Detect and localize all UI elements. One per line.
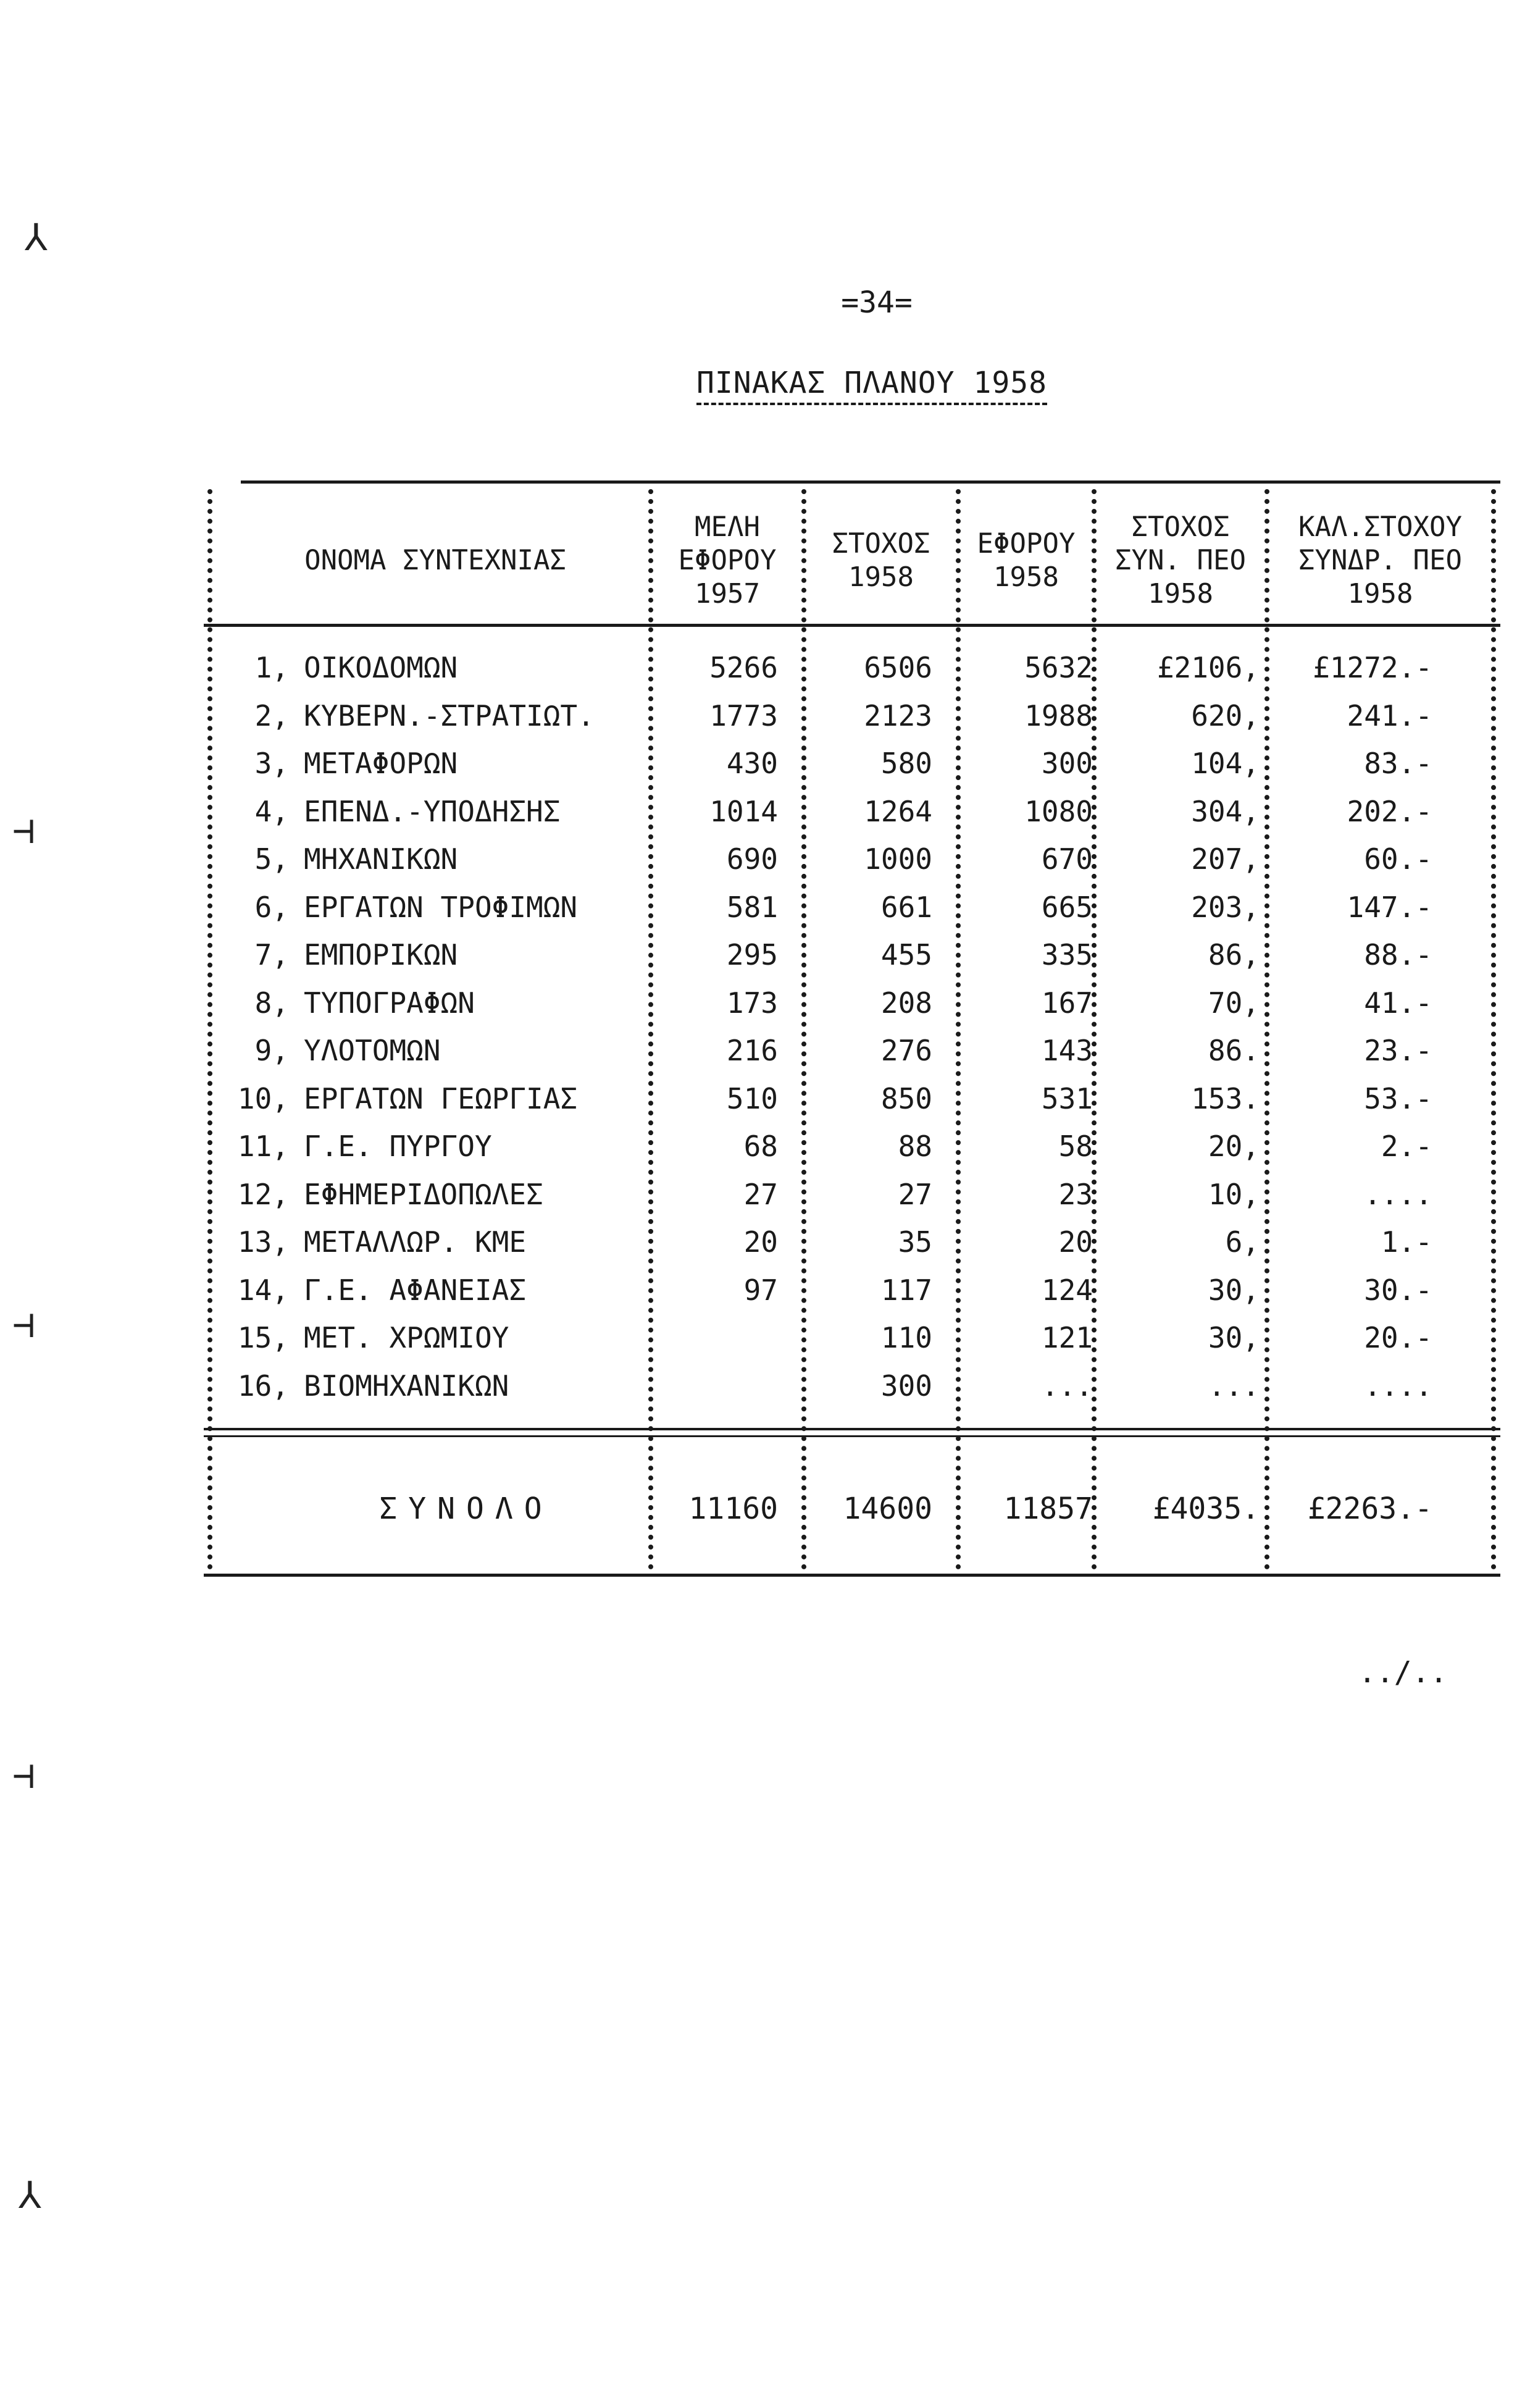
row-number: 8, bbox=[254, 986, 289, 1020]
fund-target: 304, bbox=[1191, 794, 1260, 828]
target-1958: 661 bbox=[880, 890, 932, 924]
union-name: ΕΦΗΜΕΡΙΔΟΠΩΛΕΣ bbox=[304, 1177, 543, 1211]
target-1958: 1264 bbox=[864, 794, 932, 828]
fund-target: 620, bbox=[1191, 698, 1260, 732]
union-name: ΕΠΕΝΔ.-ΥΠΟΔΗΣΗΣ bbox=[304, 794, 561, 828]
union-name: ΟΙΚΟΔΟΜΩΝ bbox=[304, 651, 458, 684]
dues-1958: 124 bbox=[1041, 1273, 1093, 1307]
plan-table bbox=[204, 480, 1500, 1577]
fund-target: 207, bbox=[1191, 842, 1260, 876]
contrib-target: 53.- bbox=[1364, 1081, 1432, 1115]
fund-target: 6, bbox=[1225, 1225, 1260, 1259]
target-1958: 2123 bbox=[864, 698, 932, 732]
contrib-target: 2.- bbox=[1381, 1130, 1432, 1163]
table-row bbox=[204, 1266, 1500, 1314]
row-number: 9, bbox=[254, 1034, 289, 1067]
contrib-target: .... bbox=[1364, 1369, 1432, 1403]
fund-target: 153. bbox=[1191, 1081, 1260, 1115]
table-row bbox=[204, 739, 1500, 787]
members-1957: 690 bbox=[726, 842, 778, 876]
target-1958: 88 bbox=[898, 1130, 932, 1163]
union-name: ΚΥΒΕΡΝ.-ΣΤΡΑΤΙΩΤ. bbox=[304, 698, 595, 732]
dues-1958: 20 bbox=[1058, 1225, 1093, 1259]
binding-mark-icon: ⅄ bbox=[19, 2174, 41, 2217]
fund-target: 10, bbox=[1208, 1177, 1260, 1211]
contrib-target: 41.- bbox=[1364, 986, 1432, 1020]
contrib-target: 147.- bbox=[1347, 890, 1432, 924]
table-row bbox=[204, 835, 1500, 883]
contrib-target: 30.- bbox=[1364, 1273, 1432, 1307]
fund-target: 203, bbox=[1191, 890, 1260, 924]
union-name: ΜΗΧΑΝΙΚΩΝ bbox=[304, 842, 458, 876]
dues-1958: 143 bbox=[1041, 1034, 1093, 1067]
table-row bbox=[204, 1075, 1500, 1123]
header-bottom-rule bbox=[204, 624, 1500, 627]
union-name: ΜΕΤ. ΧΡΩΜΙΟΥ bbox=[304, 1321, 509, 1354]
table-row bbox=[204, 1218, 1500, 1266]
total-top-rule bbox=[204, 1428, 1500, 1430]
row-number: 7, bbox=[254, 938, 289, 971]
union-name: ΤΥΠΟΓΡΑΦΩΝ bbox=[304, 986, 475, 1020]
target-1958: 27 bbox=[898, 1177, 932, 1211]
row-number: 16, bbox=[237, 1369, 289, 1403]
header-contrib-target: ΚΑΛ.ΣΤΟΧΟΥ ΣΥΝΔΡ. ΠΕΟ 1958 bbox=[1298, 511, 1462, 610]
fund-target: £2106, bbox=[1156, 651, 1260, 684]
row-number: 4, bbox=[254, 794, 289, 828]
row-number: 13, bbox=[237, 1225, 289, 1259]
total-dues: 11857 bbox=[1003, 1491, 1093, 1526]
header-target: ΣΤΟΧΟΣ 1958 bbox=[832, 528, 930, 593]
row-number: 5, bbox=[254, 842, 289, 876]
members-1957: 1773 bbox=[709, 698, 778, 732]
binding-mark-icon: ⅄ bbox=[25, 216, 48, 259]
fund-target: 30, bbox=[1208, 1273, 1260, 1307]
table-bottom-rule bbox=[204, 1574, 1500, 1577]
contrib-target: 60.- bbox=[1364, 842, 1432, 876]
dues-1958: 300 bbox=[1041, 747, 1093, 780]
members-1957: 173 bbox=[726, 986, 778, 1020]
continuation-mark: ../.. bbox=[1358, 1655, 1448, 1690]
row-number: 10, bbox=[237, 1081, 289, 1115]
dues-1958: 670 bbox=[1041, 842, 1093, 876]
header-fund-target: ΣΤΟΧΟΣ ΣΥΝ. ΠΕΟ 1958 bbox=[1115, 511, 1246, 610]
target-1958: 117 bbox=[880, 1273, 932, 1307]
contrib-target: 241.- bbox=[1347, 698, 1432, 732]
members-1957: 27 bbox=[743, 1177, 778, 1211]
page-number: =34= bbox=[841, 285, 913, 320]
members-1957: 1014 bbox=[709, 794, 778, 828]
binding-mark-icon: ⊣ bbox=[12, 1303, 35, 1346]
table-row bbox=[204, 931, 1500, 979]
dues-1958: 23 bbox=[1058, 1177, 1093, 1211]
dues-1958: 1988 bbox=[1024, 698, 1093, 732]
fund-target: ... bbox=[1208, 1369, 1260, 1403]
union-name: Γ.Ε. ΠΥΡΓΟΥ bbox=[304, 1130, 492, 1163]
fund-target: 20, bbox=[1208, 1130, 1260, 1163]
union-name: ΜΕΤΑΦΟΡΩΝ bbox=[304, 747, 458, 780]
members-1957: 68 bbox=[743, 1130, 778, 1163]
fund-target: 70, bbox=[1208, 986, 1260, 1020]
dues-1958: 335 bbox=[1041, 938, 1093, 971]
fund-target: 104, bbox=[1191, 747, 1260, 780]
target-1958: 276 bbox=[880, 1034, 932, 1067]
target-1958: 110 bbox=[880, 1321, 932, 1354]
dues-1958: 531 bbox=[1041, 1081, 1093, 1115]
table-row bbox=[204, 883, 1500, 931]
target-1958: 580 bbox=[880, 747, 932, 780]
members-1957: 295 bbox=[726, 938, 778, 971]
row-number: 1, bbox=[254, 651, 289, 684]
union-name: Γ.Ε. ΑΦΑΝΕΙΑΣ bbox=[304, 1273, 527, 1307]
header-members: ΜΕΛΗ ΕΦΟΡΟΥ 1957 bbox=[678, 511, 777, 610]
table-top-rule bbox=[241, 480, 1500, 484]
members-1957 bbox=[667, 1314, 778, 1362]
fund-target: 86. bbox=[1208, 1034, 1260, 1067]
row-number: 15, bbox=[237, 1321, 289, 1354]
dues-1958: 1080 bbox=[1024, 794, 1093, 828]
table-row bbox=[204, 787, 1500, 836]
contrib-target: 20.- bbox=[1364, 1321, 1432, 1354]
target-1958: 850 bbox=[880, 1081, 932, 1115]
page-title: ΠΙΝΑΚΑΣ ΠΛΑΝΟΥ 1958 bbox=[696, 366, 1047, 405]
target-1958: 35 bbox=[898, 1225, 932, 1259]
binding-mark-icon: ⊣ bbox=[12, 809, 35, 852]
union-name: ΥΛΟΤΟΜΩΝ bbox=[304, 1034, 441, 1067]
union-name: ΜΕΤΑΛΛΩΡ. ΚΜΕ bbox=[304, 1225, 527, 1259]
table-row bbox=[204, 1314, 1500, 1362]
row-number: 2, bbox=[254, 698, 289, 732]
fund-target: 30, bbox=[1208, 1321, 1260, 1354]
row-number: 3, bbox=[254, 747, 289, 780]
members-1957: 5266 bbox=[709, 651, 778, 684]
contrib-target: 1.- bbox=[1381, 1225, 1432, 1259]
members-1957: 430 bbox=[726, 747, 778, 780]
total-row bbox=[204, 1481, 1500, 1537]
total-label: ΣΥΝΟΛΟ bbox=[379, 1491, 553, 1526]
table-row bbox=[204, 979, 1500, 1027]
dues-1958: ... bbox=[1041, 1369, 1093, 1403]
contrib-target: 83.- bbox=[1364, 747, 1432, 780]
table-row bbox=[204, 692, 1500, 740]
header-name: ΟΝΟΜΑ ΣΥΝΤΕΧΝΙΑΣ bbox=[304, 545, 566, 576]
contrib-target: 23.- bbox=[1364, 1034, 1432, 1067]
table-row bbox=[204, 1026, 1500, 1075]
total-target: 14600 bbox=[843, 1491, 932, 1526]
table-row bbox=[204, 1170, 1500, 1219]
members-1957 bbox=[667, 1362, 778, 1410]
contrib-target: £1272.- bbox=[1313, 651, 1432, 684]
members-1957: 581 bbox=[726, 890, 778, 924]
row-number: 12, bbox=[237, 1177, 289, 1211]
target-1958: 1000 bbox=[864, 842, 932, 876]
target-1958: 300 bbox=[880, 1369, 932, 1403]
members-1957: 20 bbox=[743, 1225, 778, 1259]
target-1958: 455 bbox=[880, 938, 932, 971]
contrib-target: 88.- bbox=[1364, 938, 1432, 971]
row-number: 11, bbox=[237, 1130, 289, 1163]
union-name: ΕΡΓΑΤΩΝ ΓΕΩΡΓΙΑΣ bbox=[304, 1081, 578, 1115]
dues-1958: 167 bbox=[1041, 986, 1093, 1020]
row-number: 14, bbox=[237, 1273, 289, 1307]
members-1957: 97 bbox=[743, 1273, 778, 1307]
dues-1958: 121 bbox=[1041, 1321, 1093, 1354]
dues-1958: 665 bbox=[1041, 890, 1093, 924]
union-name: ΕΡΓΑΤΩΝ ΤΡΟΦΙΜΩΝ bbox=[304, 890, 578, 924]
total-top-rule-double bbox=[204, 1435, 1500, 1437]
target-1958: 208 bbox=[880, 986, 932, 1020]
header-dues: ΕΦΟΡΟΥ 1958 bbox=[977, 528, 1076, 593]
table-row bbox=[204, 644, 1500, 692]
union-name: ΕΜΠΟΡΙΚΩΝ bbox=[304, 938, 458, 971]
dues-1958: 58 bbox=[1058, 1130, 1093, 1163]
target-1958: 6506 bbox=[864, 651, 932, 684]
members-1957: 510 bbox=[726, 1081, 778, 1115]
total-fund: £4035. bbox=[1152, 1491, 1260, 1526]
contrib-target: .... bbox=[1364, 1177, 1432, 1211]
table-row bbox=[204, 1362, 1500, 1410]
total-contrib: £2263.- bbox=[1307, 1491, 1432, 1526]
contrib-target: 202.- bbox=[1347, 794, 1432, 828]
members-1957: 216 bbox=[726, 1034, 778, 1067]
row-number: 6, bbox=[254, 890, 289, 924]
fund-target: 86, bbox=[1208, 938, 1260, 971]
binding-mark-icon: ⊣ bbox=[12, 1754, 35, 1797]
total-members: 11160 bbox=[688, 1491, 778, 1526]
dues-1958: 5632 bbox=[1024, 651, 1093, 684]
table-row bbox=[204, 1122, 1500, 1170]
union-name: ΒΙΟΜΗΧΑΝΙΚΩΝ bbox=[304, 1369, 509, 1403]
